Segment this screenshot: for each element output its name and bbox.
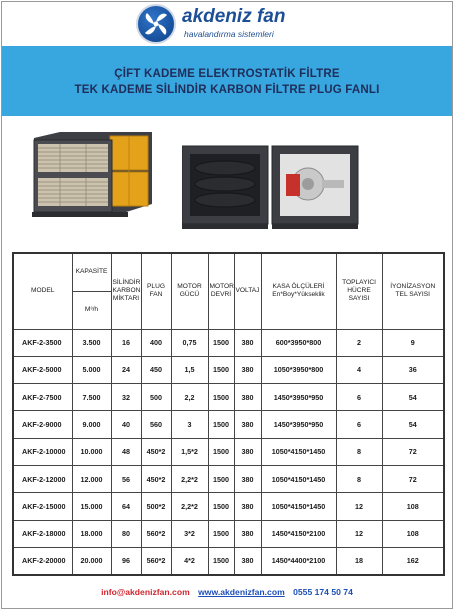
cell-dims: 1450*4400*2100 <box>261 547 336 574</box>
cell-motor-power: 1,5 <box>171 356 208 383</box>
cell-motor-speed: 1500 <box>208 520 234 547</box>
cell-ion: 9 <box>382 329 444 356</box>
cell-model: AKF-2-7500 <box>13 384 72 411</box>
cell-motor-power: 3*2 <box>171 520 208 547</box>
cell-dims: 600*3950*800 <box>261 329 336 356</box>
cell-motor-speed: 1500 <box>208 411 234 438</box>
cell-carbon: 48 <box>111 438 141 465</box>
cell-model: AKF-2-20000 <box>13 547 72 574</box>
cell-voltage: 380 <box>234 329 261 356</box>
cell-carbon: 40 <box>111 411 141 438</box>
cell-ion: 54 <box>382 384 444 411</box>
cell-model: AKF-2-3500 <box>13 329 72 356</box>
carbon-filter-plug-fan-image <box>182 140 360 232</box>
cell-motor-power: 0,75 <box>171 329 208 356</box>
cell-motor-speed: 1500 <box>208 547 234 574</box>
cell-cells: 12 <box>336 520 382 547</box>
cell-motor-power: 3 <box>171 411 208 438</box>
table-row <box>13 411 444 438</box>
cell-dims: 1450*4150*2100 <box>261 520 336 547</box>
cell-plug-fan: 500 <box>141 384 171 411</box>
cell-capacity: 18.000 <box>72 520 111 547</box>
cell-capacity: 20.000 <box>72 547 111 574</box>
cell-voltage: 380 <box>234 520 261 547</box>
cell-capacity: 9.000 <box>72 411 111 438</box>
cell-cells: 4 <box>336 356 382 383</box>
table-row <box>13 384 444 411</box>
table-body <box>13 329 444 575</box>
cell-capacity: 10.000 <box>72 438 111 465</box>
specifications-table <box>12 252 445 576</box>
brand-tagline: havalandırma sistemleri <box>184 29 274 39</box>
contact-footer <box>0 587 454 597</box>
cell-voltage: 380 <box>234 384 261 411</box>
cell-voltage: 380 <box>234 493 261 520</box>
cell-voltage: 380 <box>234 356 261 383</box>
title-banner <box>2 46 452 116</box>
cell-plug-fan: 450*2 <box>141 438 171 465</box>
cell-carbon: 16 <box>111 329 141 356</box>
header-model: MODEL <box>13 253 72 329</box>
cell-dims: 1450*3950*950 <box>261 384 336 411</box>
header-capacity-unit: M³/h <box>72 291 111 329</box>
cell-ion: 72 <box>382 465 444 492</box>
cell-capacity: 15.000 <box>72 493 111 520</box>
table-row <box>13 438 444 465</box>
cell-carbon: 64 <box>111 493 141 520</box>
cell-motor-speed: 1500 <box>208 329 234 356</box>
cell-capacity: 3.500 <box>72 329 111 356</box>
cell-cells: 18 <box>336 547 382 574</box>
cell-carbon: 24 <box>111 356 141 383</box>
cell-motor-speed: 1500 <box>208 493 234 520</box>
cell-ion: 108 <box>382 520 444 547</box>
cell-voltage: 380 <box>234 547 261 574</box>
cell-model: AKF-2-5000 <box>13 356 72 383</box>
cell-model: AKF-2-18000 <box>13 520 72 547</box>
cell-model: AKF-2-10000 <box>13 438 72 465</box>
cell-motor-power: 2,2*2 <box>171 493 208 520</box>
cell-motor-power: 1,5*2 <box>171 438 208 465</box>
cell-motor-power: 2,2*2 <box>171 465 208 492</box>
fan-logo-icon <box>136 4 176 44</box>
header-motor-speed: MOTOR DEVRİ <box>208 253 234 329</box>
cell-dims: 1450*3950*950 <box>261 411 336 438</box>
cell-motor-power: 4*2 <box>171 547 208 574</box>
cell-cells: 8 <box>336 465 382 492</box>
cell-plug-fan: 560*2 <box>141 547 171 574</box>
cell-plug-fan: 560 <box>141 411 171 438</box>
cell-voltage: 380 <box>234 411 261 438</box>
header-case-dims: KASA ÖLÇÜLERİ En*Boy*Yükseklik <box>261 253 336 329</box>
cell-dims: 1050*4150*1450 <box>261 438 336 465</box>
cell-capacity: 5.000 <box>72 356 111 383</box>
cell-plug-fan: 500*2 <box>141 493 171 520</box>
cell-cells: 6 <box>336 411 382 438</box>
cell-carbon: 32 <box>111 384 141 411</box>
cell-carbon: 80 <box>111 520 141 547</box>
cell-motor-speed: 1500 <box>208 356 234 383</box>
cell-model: AKF-2-9000 <box>13 411 72 438</box>
cell-carbon: 96 <box>111 547 141 574</box>
table-row <box>13 520 444 547</box>
cell-voltage: 380 <box>234 465 261 492</box>
cell-cells: 6 <box>336 384 382 411</box>
header-motor-power: MOTOR GÜCÜ <box>171 253 208 329</box>
cell-voltage: 380 <box>234 438 261 465</box>
cell-motor-power: 2,2 <box>171 384 208 411</box>
cell-dims: 1050*4150*1450 <box>261 493 336 520</box>
header-voltage: VOLTAJ <box>234 253 261 329</box>
header-capacity: KAPASİTE <box>72 253 111 291</box>
cell-ion: 54 <box>382 411 444 438</box>
phone-number: 0555 174 50 74 <box>293 587 353 597</box>
brand-logo <box>136 4 316 44</box>
cell-cells: 8 <box>336 438 382 465</box>
header-carbon: SİLİNDİR KARBON MİKTARI <box>111 253 141 329</box>
table-row <box>13 356 444 383</box>
brand-name: akdeniz fan <box>182 6 286 27</box>
cell-carbon: 56 <box>111 465 141 492</box>
cell-dims: 1050*3950*800 <box>261 356 336 383</box>
email-link[interactable]: info@akdenizfan.com <box>101 587 190 597</box>
cell-dims: 1050*4150*1450 <box>261 465 336 492</box>
cell-plug-fan: 560*2 <box>141 520 171 547</box>
cell-ion: 72 <box>382 438 444 465</box>
cell-plug-fan: 400 <box>141 329 171 356</box>
website-link[interactable]: www.akdenizfan.com <box>198 587 285 597</box>
table-row <box>13 465 444 492</box>
cell-plug-fan: 450 <box>141 356 171 383</box>
cell-model: AKF-2-12000 <box>13 465 72 492</box>
cell-capacity: 12.000 <box>72 465 111 492</box>
cell-motor-speed: 1500 <box>208 465 234 492</box>
header-plug-fan: PLUG FAN <box>141 253 171 329</box>
banner-title-line-2: TEK KADEME SİLİNDİR KARBON FİLTRE PLUG FANLI <box>74 84 380 96</box>
cell-cells: 12 <box>336 493 382 520</box>
cell-cells: 2 <box>336 329 382 356</box>
cell-model: AKF-2-15000 <box>13 493 72 520</box>
cell-motor-speed: 1500 <box>208 384 234 411</box>
cell-capacity: 7.500 <box>72 384 111 411</box>
table-row <box>13 493 444 520</box>
cell-ion: 108 <box>382 493 444 520</box>
table-header-row <box>13 253 444 291</box>
cell-plug-fan: 450*2 <box>141 465 171 492</box>
table-row <box>13 329 444 356</box>
header-ion-wires: İYONİZASYON TEL SAYISI <box>382 253 444 329</box>
cell-motor-speed: 1500 <box>208 438 234 465</box>
banner-title-line-1: ÇİFT KADEME ELEKTROSTATİK FİLTRE <box>114 68 340 80</box>
header-cells: TOPLAYICI HÜCRE SAYISI <box>336 253 382 329</box>
electrostatic-filter-image <box>30 130 152 220</box>
table-row <box>13 547 444 574</box>
cell-ion: 36 <box>382 356 444 383</box>
cell-ion: 162 <box>382 547 444 574</box>
